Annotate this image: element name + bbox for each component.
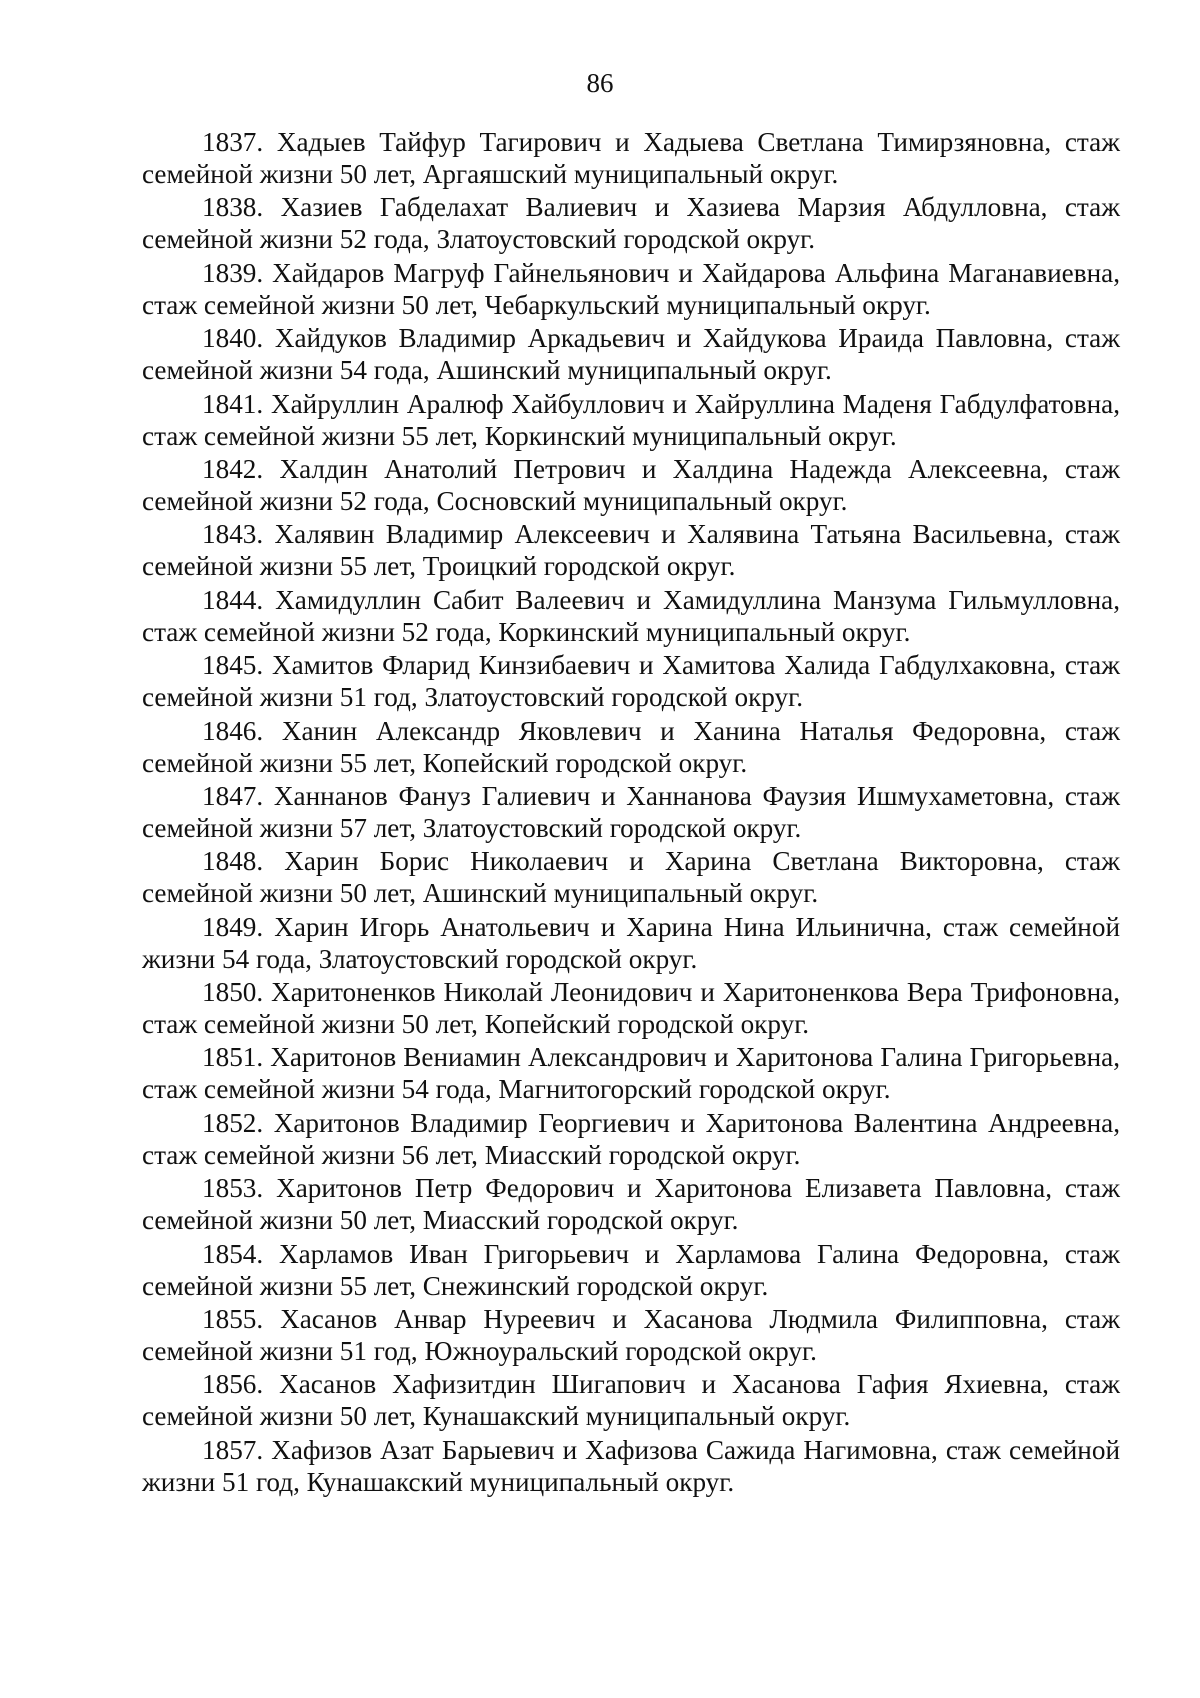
entry-text: Хасанов Анвар Нуреевич и Хасанова Людмила Филипповна, стаж семейной жизни 51 год, Южноуральский городской округ. <box>142 1304 1120 1367</box>
entry-number: 1842. <box>202 453 264 484</box>
entry-text: Халявин Владимир Алексеевич и Халявина Татьяна Васильевна, стаж семейной жизни 55 лет, Троицкий городской округ. <box>142 519 1120 582</box>
entry-text: Харитонов Петр Федорович и Харитонова Елизавета Павловна, стаж семейной жизни 50 лет, Миасский городской округ. <box>142 1173 1121 1236</box>
list-entry <box>142 1368 1120 1432</box>
list-entry <box>142 1041 1120 1105</box>
list-entry <box>142 126 1120 190</box>
entry-number: 1838. <box>202 192 264 223</box>
entry-text: Хайдаров Магруф Гайнельянович и Хайдарова Альфина Маганавиевна, стаж семейной жизни 50 лет, Чебаркульский муниципальный округ. <box>142 257 1120 320</box>
entry-number: 1849. <box>202 911 264 942</box>
entry-number: 1851. <box>202 1042 264 1073</box>
entry-number: 1845. <box>202 650 264 681</box>
entry-number: 1840. <box>202 323 264 354</box>
list-entry <box>142 976 1120 1040</box>
entry-number: 1857. <box>202 1434 264 1465</box>
entry-number: 1855. <box>202 1304 264 1335</box>
entry-text: Хасанов Хафизитдин Шигапович и Хасанова Гафия Яхиевна, стаж семейной жизни 50 лет, Кунашакский муниципальный округ. <box>142 1369 1120 1432</box>
entry-number: 1846. <box>202 715 264 746</box>
list-entry <box>142 322 1120 386</box>
entry-text: Хафизов Азат Барыевич и Хафизова Сажида Нагимовна, стаж семейной жизни 51 год, Кунашакский муниципальный округ. <box>142 1434 1121 1497</box>
list-entry <box>142 518 1120 582</box>
entry-number: 1837. <box>202 127 264 157</box>
entry-text: Хайдуков Владимир Аркадьевич и Хайдукова Ираида Павловна, стаж семейной жизни 54 года, Ашинский муниципальный округ. <box>142 323 1121 386</box>
entry-number: 1848. <box>202 846 264 877</box>
entry-number: 1841. <box>202 388 264 419</box>
entry-number: 1839. <box>202 257 264 288</box>
list-entry <box>142 1238 1120 1302</box>
entry-text: Харитоненков Николай Леонидович и Харитоненкова Вера Трифоновна, стаж семейной жизни 50 лет, Копейский городской округ. <box>142 977 1121 1040</box>
entry-number: 1856. <box>202 1369 264 1400</box>
list-entry <box>142 453 1120 517</box>
list-entry <box>142 1107 1120 1171</box>
entry-number: 1854. <box>202 1238 264 1269</box>
entry-text: Хайруллин Аралюф Хайбуллович и Хайруллина Маденя Габдулфатовна, стаж семейной жизни 55 лет, Коркинский муниципальный округ. <box>142 388 1121 451</box>
list-entry <box>142 388 1120 452</box>
list-entry <box>142 1172 1120 1236</box>
entry-text: Хазиев Габделахат Валиевич и Хазиева Марзия Абдулловна, стаж семейной жизни 52 года, Златоустовский городской округ. <box>142 192 1121 255</box>
entry-text: Харин Борис Николаевич и Харина Светлана Викторовна, стаж семейной жизни 50 лет, Ашинский муниципальный округ. <box>142 846 1120 909</box>
entry-text: Халдин Анатолий Петрович и Халдина Надежда Алексеевна, стаж семейной жизни 52 года, Сосновский муниципальный округ. <box>142 453 1120 516</box>
entry-number: 1850. <box>202 977 264 1008</box>
list-entry <box>142 1434 1120 1498</box>
entry-text: Харламов Иван Григорьевич и Харламова Галина Федоровна, стаж семейной жизни 55 лет, Снежинский городской округ. <box>142 1238 1121 1301</box>
entry-text: Харитонов Владимир Георгиевич и Харитонова Валентина Андреевна, стаж семейной жизни 56 лет, Миасский городской округ. <box>142 1107 1120 1170</box>
entry-number: 1853. <box>202 1173 264 1204</box>
list-entry <box>142 191 1120 255</box>
list-entry <box>142 715 1120 779</box>
entry-number: 1843. <box>202 519 264 550</box>
list-entry <box>142 1303 1120 1367</box>
list-entry <box>142 257 1120 321</box>
list-entry <box>142 845 1120 909</box>
entry-text: Харин Игорь Анатольевич и Харина Нина Ильинична, стаж семейной жизни 54 года, Златоустовский городской округ. <box>142 911 1121 974</box>
award-list <box>142 126 1120 1499</box>
page-number: 86 <box>586 68 614 98</box>
list-entry <box>142 780 1120 844</box>
entry-number: 1844. <box>202 584 264 615</box>
list-entry <box>142 584 1120 648</box>
entry-text: Ханин Александр Яковлевич и Ханина Наталья Федоровна, стаж семейной жизни 55 лет, Копейский городской округ. <box>142 715 1120 778</box>
list-entry <box>142 649 1120 713</box>
entry-number: 1847. <box>202 780 264 811</box>
entry-text: Ханнанов Фануз Галиевич и Ханнанова Фаузия Ишмухаметовна, стаж семейной жизни 57 лет, Златоустовский городской округ. <box>142 780 1120 843</box>
entry-number: 1852. <box>202 1107 264 1138</box>
entry-text: Харитонов Вениамин Александрович и Харитонова Галина Григорьевна, стаж семейной жизни 54 года, Магнитогорский городской округ. <box>142 1042 1120 1105</box>
list-entry <box>142 911 1120 975</box>
entry-text: Хамидуллин Сабит Валеевич и Хамидуллина Манзума Гильмулловна, стаж семейной жизни 52 года, Коркинский муниципальный округ. <box>142 584 1120 647</box>
entry-text: Хадыев Тайфур Тагирович и Хадыева Светлана Тимирзяновна, стаж семейной жизни 50 лет, Аргаяшский муниципальный округ. <box>142 127 1120 189</box>
entry-text: Хамитов Фларид Кинзибаевич и Хамитова Халида Габдулхаковна, стаж семейной жизни 51 год, Златоустовский городской округ. <box>142 650 1121 713</box>
